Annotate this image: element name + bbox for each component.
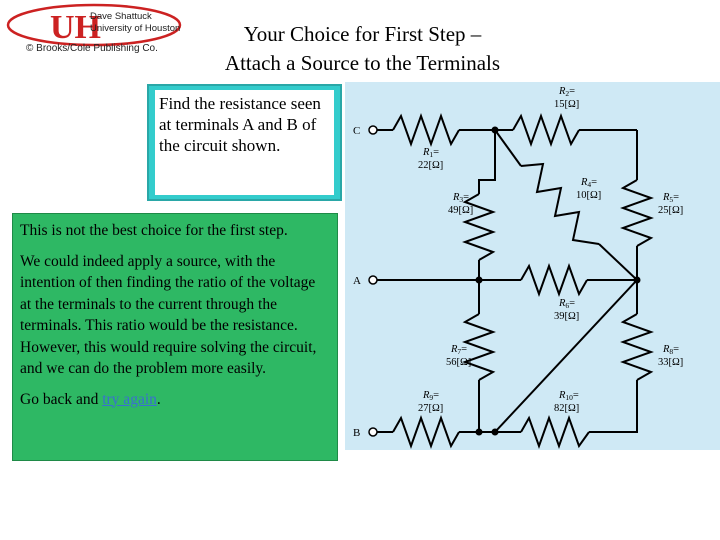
r7-label: R7= — [451, 344, 468, 356]
r10-label: R10= — [559, 390, 579, 402]
node-right-junction — [634, 277, 641, 284]
retry-suffix: . — [156, 390, 161, 408]
r8-label: R8= — [663, 344, 680, 356]
terminal-b-label: B — [353, 427, 361, 439]
terminal-b-dot — [369, 428, 377, 436]
terminal-c-dot — [369, 126, 377, 134]
wire-right-bottom — [589, 380, 637, 432]
answer-explanation: We could indeed apply a source, with the intention of then finding the ratio of the voltage at the terminals to the current through the terminals. This ratio would be the resistance. However, this would require solving the circuit, and we can do the problem more easily. — [20, 252, 317, 377]
wire-r4-end — [599, 244, 637, 280]
r6-label: R6= — [559, 298, 576, 310]
resistor-r2-zigzag — [513, 116, 579, 144]
r8-value: 33[Ω] — [658, 357, 684, 368]
wire-left-top — [479, 130, 495, 194]
university-logo — [6, 2, 182, 58]
r7-value: 56[Ω] — [446, 357, 472, 368]
r2-label-sub: 2 — [565, 89, 570, 98]
answer-retry — [20, 389, 330, 411]
r9-label: R9= — [423, 390, 440, 402]
terminal-a-label: A — [353, 275, 361, 287]
title-line-2: Attach a Source to the Terminals — [224, 51, 501, 75]
r4-label: R4= — [581, 177, 598, 189]
r4-label-sub: 4 — [587, 180, 592, 189]
r3-label-sub: 3 — [459, 195, 464, 204]
r10-label-sub: 10 — [565, 393, 573, 402]
uh-monogram: UH — [50, 9, 101, 46]
resistor-r3-zigzag — [465, 194, 493, 260]
try-again-link[interactable]: try again — [102, 390, 157, 408]
terminal-a-dot — [369, 276, 377, 284]
r9-label-name: R — [423, 390, 430, 401]
r3-value: 49[Ω] — [448, 205, 474, 216]
answer-verdict: This is not the best choice for the first step. — [20, 222, 288, 239]
question-box — [147, 84, 342, 201]
r6-label-sub: 6 — [565, 301, 570, 310]
r2-label-name: R — [559, 86, 566, 97]
r10-value: 82[Ω] — [554, 403, 580, 414]
r5-label-sub: 5 — [669, 195, 674, 204]
resistor-r7-zigzag — [465, 314, 493, 380]
r8-label-name: R — [663, 344, 670, 355]
slide-title — [190, 20, 535, 78]
r5-label-name: R — [663, 192, 670, 203]
r7-label-sub: 7 — [457, 347, 462, 356]
resistor-r6-zigzag — [521, 266, 587, 294]
r5-value: 25[Ω] — [658, 205, 684, 216]
node-top-junction — [492, 127, 499, 134]
logo-university: University of Houston — [90, 23, 181, 34]
node-b-diag-junction — [492, 429, 499, 436]
circuit-svg — [345, 82, 720, 450]
resistor-r5-zigzag — [623, 180, 651, 246]
r2-value: 15[Ω] — [554, 99, 580, 110]
r1-label-sub: 1 — [429, 150, 434, 159]
r4-label-name: R — [581, 177, 588, 188]
retry-prefix: Go back and — [20, 390, 103, 408]
r5-label: R5= — [663, 192, 680, 204]
resistor-r1-zigzag — [393, 116, 459, 144]
r3-label-name: R — [453, 192, 460, 203]
r1-value: 22[Ω] — [418, 160, 444, 171]
r1-label: R1= — [423, 147, 440, 159]
title-line-1: Your Choice for First Step – — [243, 22, 482, 46]
node-a-junction — [476, 277, 483, 284]
r9-value: 27[Ω] — [418, 403, 444, 414]
resistor-r9-zigzag — [393, 418, 459, 446]
r2-label: R2= — [559, 86, 576, 98]
resistor-r8-zigzag — [623, 314, 651, 380]
r10-label-name: R — [559, 390, 566, 401]
logo-name: Dave Shattuck — [90, 11, 152, 22]
r1-label-name: R — [423, 147, 430, 158]
circuit-diagram — [345, 82, 720, 450]
r6-label-name: R — [559, 298, 566, 309]
resistor-r10-zigzag — [521, 418, 589, 446]
r8-label-sub: 8 — [669, 347, 674, 356]
r7-label-name: R — [451, 344, 458, 355]
node-bottom-junction — [476, 429, 483, 436]
r3-label: R3= — [453, 192, 470, 204]
resistor-r4-zigzag — [521, 164, 602, 244]
answer-box — [12, 213, 338, 461]
r4-value: 10[Ω] — [576, 190, 602, 201]
terminal-c-label: C — [353, 125, 361, 137]
wire-r4-start — [495, 130, 521, 166]
r6-value: 39[Ω] — [554, 311, 580, 322]
question-text: Find the resistance seen at terminals A and B of the circuit shown. — [155, 90, 334, 195]
r9-label-sub: 9 — [429, 393, 434, 402]
logo-publisher: © Brooks/Cole Publishing Co. — [26, 43, 158, 54]
